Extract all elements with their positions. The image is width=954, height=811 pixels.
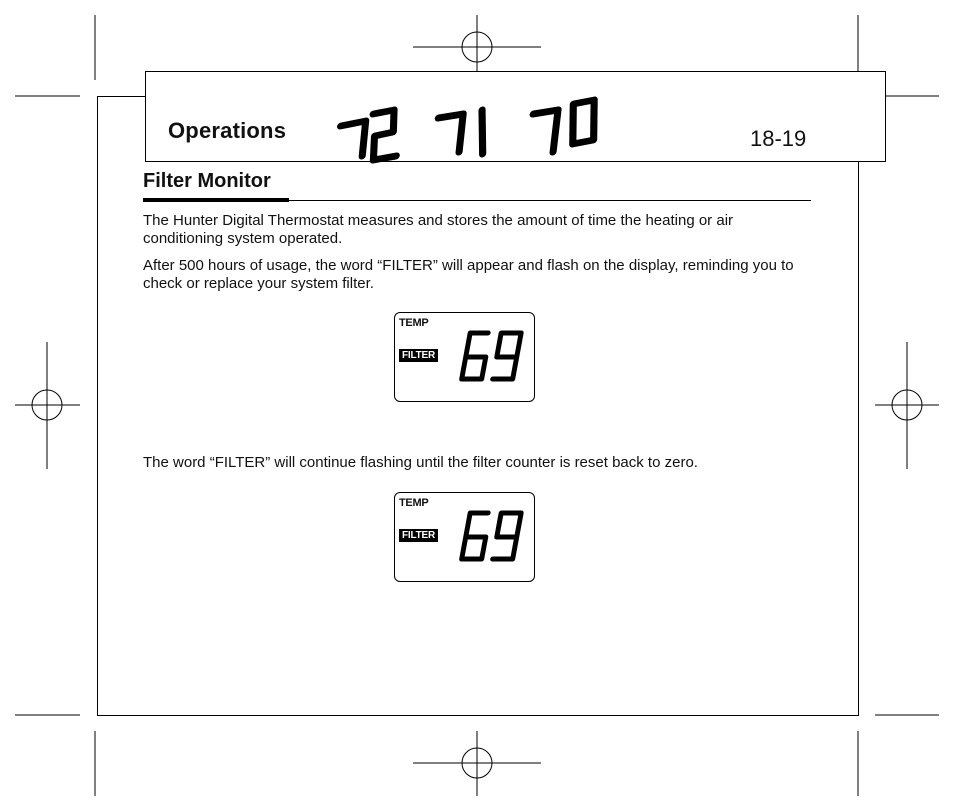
- filter-indicator: FILTER: [399, 529, 438, 542]
- filter-indicator: FILTER: [399, 349, 438, 362]
- temp-label: TEMP: [399, 497, 429, 509]
- thermostat-display-2: [394, 492, 535, 582]
- temp-label: TEMP: [399, 317, 429, 329]
- lcd-reading-69: [455, 327, 525, 387]
- segment-digit-2: [363, 110, 406, 160]
- paragraph-intro: The Hunter Digital Thermostat measures and stores the amount of time the heating or air conditioning system operated.: [143, 212, 734, 247]
- lcd-digit-9: [493, 333, 521, 379]
- segment-digit-0: [565, 100, 602, 144]
- thermostat-display-1: [394, 312, 535, 402]
- lcd-reading-69: [455, 507, 525, 567]
- lcd-digit-9: [493, 513, 521, 559]
- segment-digit-7b: [431, 114, 467, 152]
- section-title: Filter Monitor: [143, 170, 271, 192]
- lcd-digit-6: [462, 513, 489, 559]
- title-underline: [143, 198, 289, 202]
- segment-digit-7c: [525, 110, 562, 152]
- seven-segment-header-graphic: [325, 96, 615, 166]
- paragraph-reset: The word “FILTER” will continue flashing until the filter counter is reset back to zero.: [143, 454, 698, 471]
- page-number: 18-19: [750, 126, 807, 151]
- section-label: Operations: [168, 118, 287, 143]
- segment-digit-7: [334, 121, 369, 156]
- paragraph-filter-alert: After 500 hours of usage, the word “FILTER” will appear and flash on the display, reminding you to check or replace your system filter.: [143, 257, 794, 292]
- lcd-digit-6: [462, 333, 489, 379]
- segment-digit-1: [473, 110, 492, 154]
